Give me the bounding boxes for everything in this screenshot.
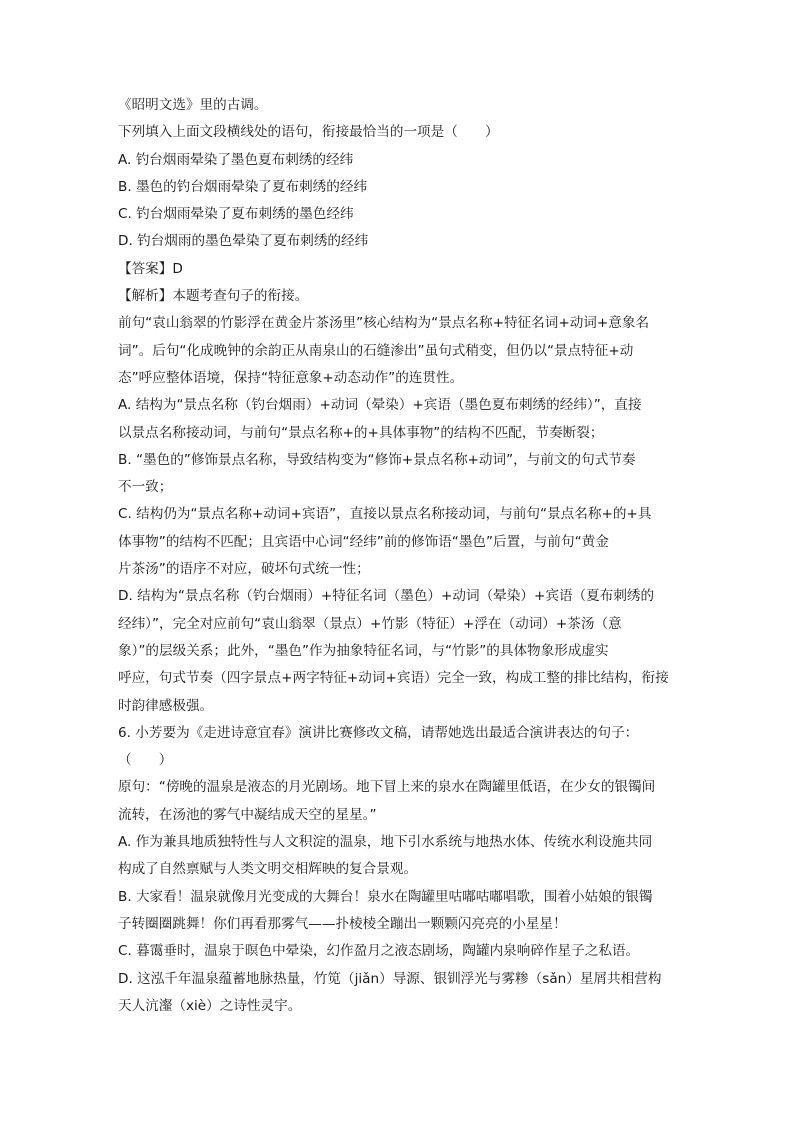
analysis-heading: 【解析】本题考查句子的衔接。 — [118, 288, 309, 305]
analysis-line: 不一致； — [118, 479, 173, 496]
analysis-line: C. 结构仍为“景点名称+动词+宾语”，直接以景点名称接动词，与前句“景点名称+的+具 — [118, 506, 652, 523]
option-c: C. 钓台烟雨晕染了夏布刺绣的墨色经纬 — [118, 206, 354, 223]
analysis-line: 体事物”的结构不匹配；且宾语中心词“经纬”前的修饰语“墨色”后置，与前句“黄金 — [118, 533, 609, 550]
option-d: D. 钓台烟雨的墨色晕染了夏布刺绣的经纬 — [118, 233, 369, 250]
analysis-line: A. 结构为“景点名称（钓台烟雨）+动词（晕染）+宾语（墨色夏布刺绣的经纬）”，直接 — [118, 397, 642, 414]
original-sentence: 原句：“傍晚的温泉是液态的月光剧场。地下冒上来的泉水在陶罐里低语，在少女的银镯间 — [118, 779, 656, 796]
text-line-tail: 《昭明文选》里的古调。 — [118, 97, 268, 113]
option-a: A. 钓台烟雨晕染了墨色夏布刺绣的经纬 — [118, 151, 354, 168]
analysis-line: B. “墨色的”修饰景点名称，导致结构变为“修饰+景点名称+动词”，与前文的句式节奏 — [118, 451, 636, 468]
analysis-line: 经纬）”，完全对应前句“袁山翁翠（景点）+竹影（特征）+浮在（动词）+茶汤（意 — [118, 615, 622, 632]
analysis-line: 前句“袁山翁翠的竹影浮在黄金片茶汤里”核心结构为“景点名称+特征名词+动词+意象名 — [118, 315, 650, 332]
analysis-line: D. 结构为“景点名称（钓台烟雨）+特征名词（墨色）+动词（晕染）+宾语（夏布刺绣的 — [118, 588, 655, 605]
analysis-line: 象）”的层级关系；此外，“墨色”作为抽象特征名词，与“竹影”的具体物象形成虚实 — [118, 642, 609, 659]
question-6-stem: 6. 小芳要为《走进诗意宜春》演讲比赛修改文稿，请帮她选出最适合演讲表达的句子： — [118, 724, 639, 741]
analysis-line: 时韵律感极强。 — [118, 697, 214, 714]
q6-option-b: 子转圈圈跳舞！你们再看那雾气——扑棱棱全蹦出一颗颗闪亮亮的小星星！ — [118, 915, 567, 932]
question-stem: 下列填入上面文段横线处的语句，衔接最恰当的一项是（ ） — [118, 124, 499, 141]
option-b: B. 墨色的钓台烟雨晕染了夏布刺绣的经纬 — [118, 178, 368, 195]
answer-line: 【答案】D — [118, 260, 183, 277]
analysis-line: 以景点名称接动词，与前句“景点名称+的+具体事物”的结构不匹配，节奏断裂； — [118, 424, 604, 441]
q6-option-d: D. 这泓千年温泉蕴蓄地脉热量，竹笕（jiǎn）导源、银钏浮光与雾糁（sǎn）星屑共相营构 — [118, 970, 662, 987]
analysis-line: 态”呼应整体语境，保持“特征意象+动态动作”的连贯性。 — [118, 369, 464, 386]
analysis-line: 呼应，句式节奏（四字景点+两字特征+动词+宾语）完全一致，构成工整的排比结构，衔接 — [118, 670, 669, 687]
analysis-line: 词”。后句“化成晚钟的余韵正从南泉山的石缝渗出”虽句式稍变，但仍以“景点特征+动 — [118, 342, 634, 359]
question-6-blank: （ ） — [118, 752, 173, 769]
document-page — [118, 92, 678, 1020]
q6-option-b: B. 大家看！温泉就像月光变成的大舞台！泉水在陶罐里咕嘟咕嘟唱歌，围着小姑娘的银镯 — [118, 888, 653, 905]
q6-option-d: 天人沆瀣（xiè）之诗性灵宇。 — [118, 997, 302, 1014]
analysis-line: 片茶汤”的语序不对应，破坏句式统一性； — [118, 561, 370, 578]
original-sentence: 流转，在汤池的雾气中凝结成天空的星星。” — [118, 806, 377, 823]
q6-option-a: A. 作为兼具地质独特性与人文积淀的温泉，地下引水系统与地热水体、传统水利设施共同 — [118, 834, 653, 851]
q6-option-c: C. 暮霭垂时，温泉于暝色中晕染，幻作盈月之液态剧场，陶罐内泉响碎作星子之私语。 — [118, 943, 640, 960]
q6-option-a: 构成了自然禀赋与人类文明交相辉映的复合景观。 — [118, 861, 418, 878]
